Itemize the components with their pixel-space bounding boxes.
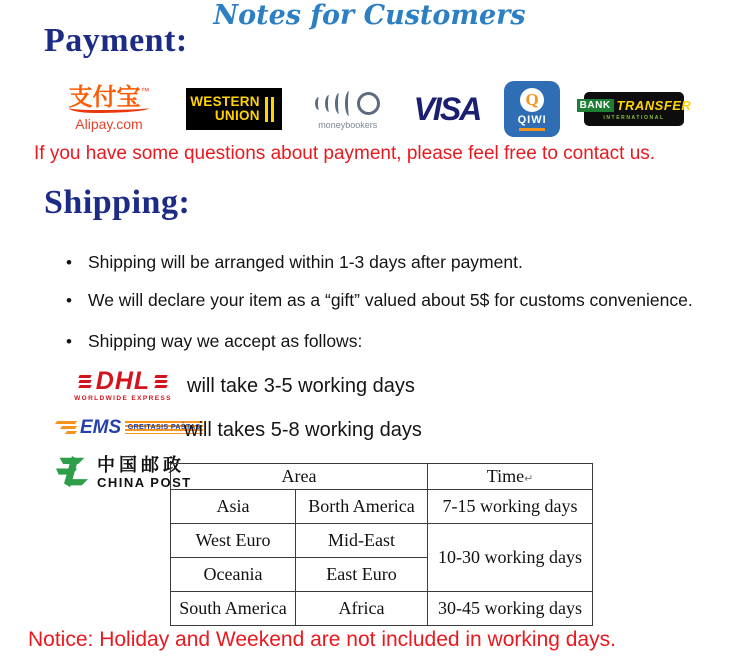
dhl-logo [62, 369, 184, 402]
page-title: Notes for Customers [213, 0, 526, 31]
payment-heading: Payment: [44, 22, 188, 59]
ems-wing-icon [56, 421, 76, 434]
dhl-stripes-icon [79, 375, 91, 388]
alipay-trademark: ™ [140, 86, 150, 96]
table-row: Oceania East Euro [171, 558, 593, 592]
shipping-heading: Shipping: [44, 184, 191, 221]
alipay-cn-text: 支付宝™ [68, 84, 150, 111]
western-union-text: WESTERN UNION [190, 93, 260, 123]
dhl-stripes-icon [155, 375, 167, 388]
dhl-subtitle: WORLDWIDE EXPRESS [74, 395, 172, 402]
moneybookers-arcs-icon [315, 89, 380, 119]
dhl-name: DHL [95, 367, 151, 395]
ems-name: EMS [80, 417, 122, 438]
ems-delivery-time: will takes 5-8 working days [184, 419, 422, 441]
return-mark-icon: ↵ [524, 473, 534, 485]
western-union-bars-icon [265, 97, 274, 122]
delivery-time-table [170, 463, 593, 626]
table-row: Asia Borth America 7-15 working days [171, 490, 593, 524]
qiwi-q-icon: Q [520, 88, 544, 112]
working-days-notice: Notice: Holiday and Weekend are not included in working days. [28, 628, 616, 651]
shipping-bullet-gift-declare: • We will declare your item as a “gift” valued about 5$ for customs convenience. [66, 290, 693, 310]
shipping-bullet-arranged: • Shipping will be arranged within 1-3 days after payment. [66, 252, 523, 272]
qiwi-logo [504, 81, 560, 137]
dhl-delivery-time: will take 3-5 working days [187, 375, 415, 397]
qiwi-label: QIWI [517, 113, 547, 126]
ems-logo [56, 418, 203, 437]
table-row: South America Africa 30-45 working days [171, 592, 593, 626]
payment-contact-note: If you have some questions about payment, please feel free to contact us. [34, 143, 656, 164]
table-row: West Euro Mid-East 10-30 working days [171, 524, 593, 558]
china-post-cn-label: 中国邮政 [97, 455, 185, 475]
bank-transfer-bank-label: BANK [577, 99, 614, 112]
alipay-logo [56, 86, 162, 132]
moneybookers-logo [306, 89, 390, 130]
visa-logo: VISA [413, 90, 481, 127]
alipay-domain-label: Alipay.com [75, 116, 143, 132]
bank-transfer-international-label: INTERNATIONAL [603, 114, 665, 121]
western-union-logo [186, 88, 282, 130]
bank-transfer-logo [579, 92, 692, 126]
payment-logos-row [56, 80, 692, 138]
china-post-en-label: CHINA POST [97, 474, 192, 490]
bullet-icon: • [66, 253, 72, 272]
bullet-icon: • [66, 332, 72, 351]
bank-transfer-transfer-label: TRANSFER [616, 97, 692, 113]
ems-subtitle: GREITASIS PAŠTAS [127, 424, 201, 431]
table-header-area: Area [171, 464, 428, 490]
table-header-time: Time↵ [428, 464, 593, 490]
qiwi-subbar-icon [519, 128, 545, 131]
bullet-icon: • [66, 291, 72, 310]
china-post-emblem-icon [54, 456, 90, 488]
moneybookers-label: moneybookers [318, 119, 378, 130]
shipping-bullet-ways: • Shipping way we accept as follows: [66, 331, 363, 351]
